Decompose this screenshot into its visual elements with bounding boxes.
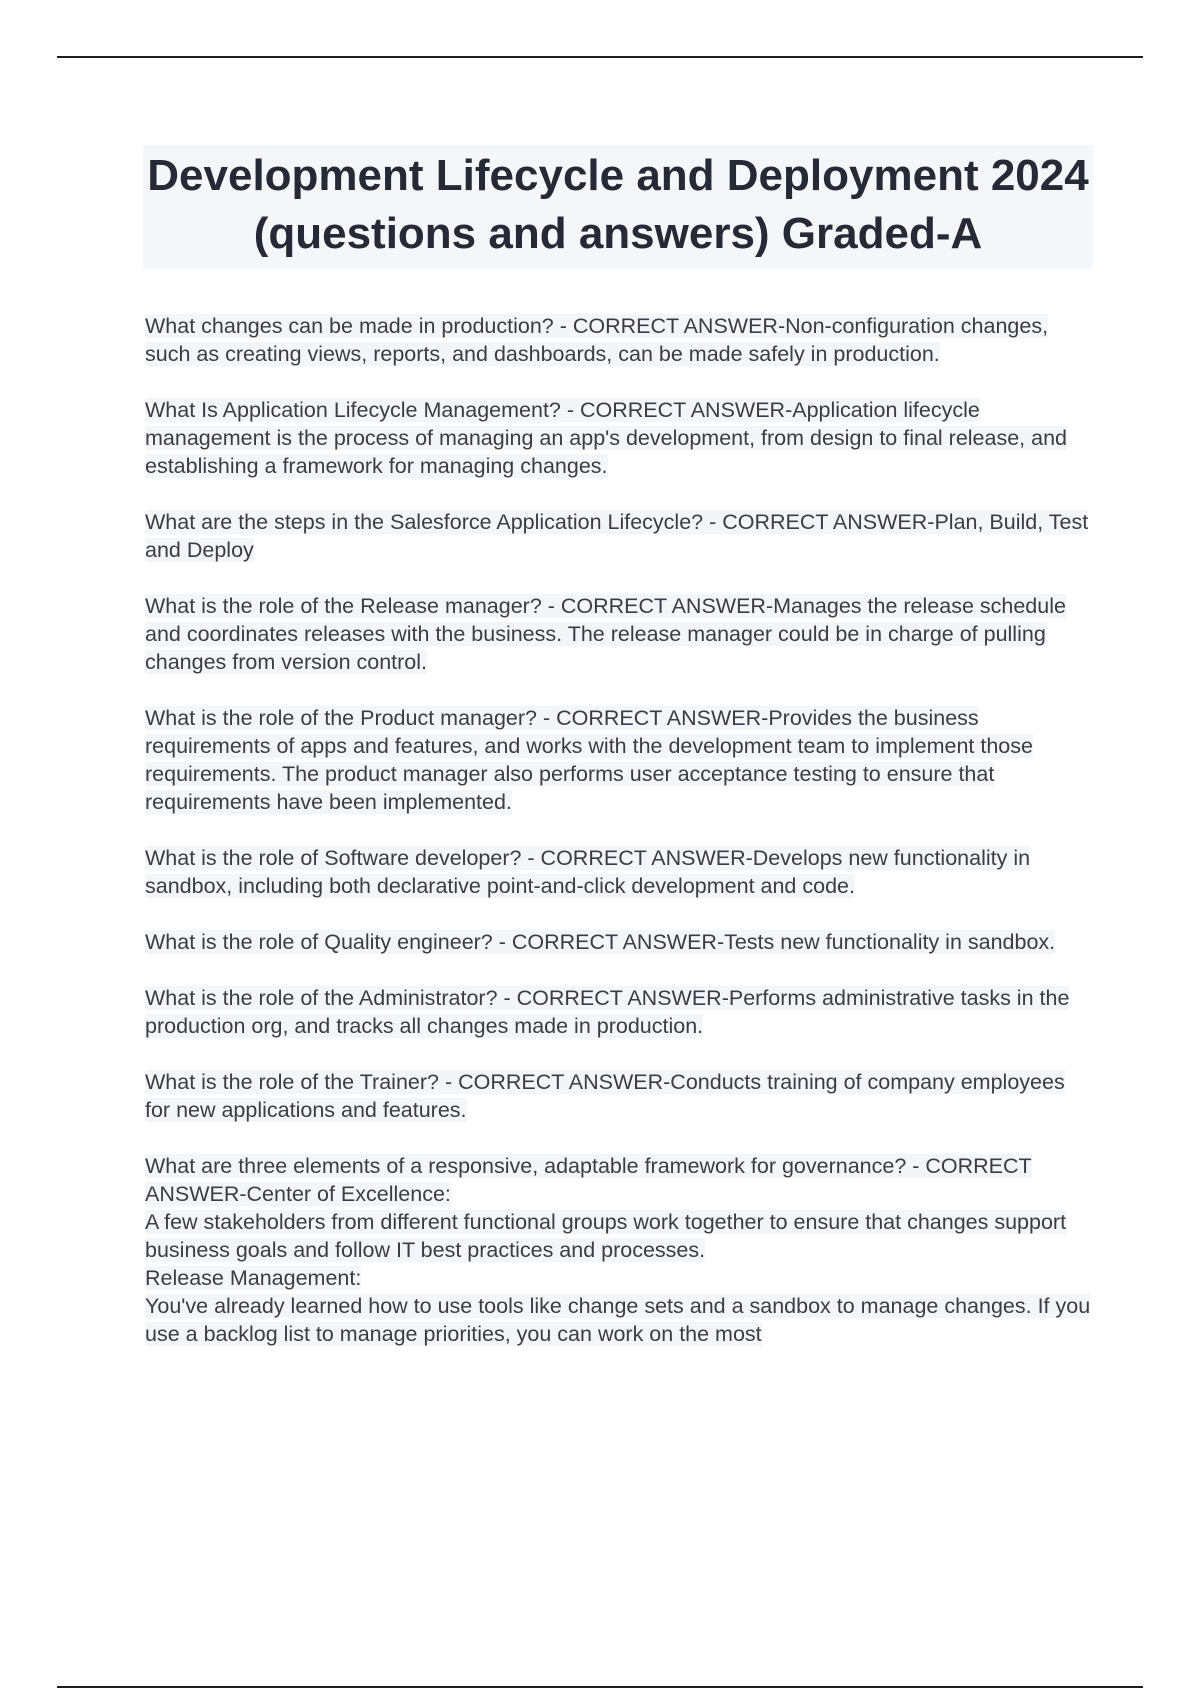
bottom-divider: [57, 1686, 1143, 1688]
qa-item-governance: [145, 1152, 1095, 1348]
qa-item-text: What is the role of the Trainer? - CORRECT ANSWER-Conducts training of company employees for new applications and features.: [145, 1070, 1065, 1122]
qa-item-text: What is the role of Quality engineer? - CORRECT ANSWER-Tests new functionality in sandbox.: [145, 930, 1056, 954]
governance-release-heading: Release Management:: [145, 1266, 362, 1290]
top-divider: [57, 56, 1143, 58]
qa-item: [145, 312, 1095, 368]
governance-question: What are three elements of a responsive, adaptable framework for governance? - CORRECT ANSWER-Center of Excellence:: [145, 1154, 1032, 1206]
qa-item: [145, 592, 1095, 676]
qa-item-text: What is the role of Software developer? - CORRECT ANSWER-Develops new functionality in sandbox, including both declarative point-and-click development and code.: [145, 846, 1031, 898]
qa-item: [145, 928, 1095, 956]
qa-list: [145, 312, 1095, 1376]
governance-release-description: You've already learned how to use tools like change sets and a sandbox to manage changes. If you use a backlog list to manage priorities, you can work on the most: [145, 1294, 1091, 1346]
qa-item-text: What are the steps in the Salesforce Application Lifecycle? - CORRECT ANSWER-Plan, Build, Test and Deploy: [145, 510, 1089, 562]
qa-item: [145, 984, 1095, 1040]
governance-coe-description: A few stakeholders from different functional groups work together to ensure that changes support business goals and follow IT best practices and processes.: [145, 1210, 1067, 1262]
qa-item: [145, 1068, 1095, 1124]
title-block: [143, 145, 1093, 269]
qa-item: [145, 844, 1095, 900]
qa-item-text: What is the role of the Administrator? - CORRECT ANSWER-Performs administrative tasks in the production org, and tracks all changes made in production.: [145, 986, 1070, 1038]
qa-item: [145, 704, 1095, 816]
qa-item: [145, 396, 1095, 480]
qa-item: [145, 508, 1095, 564]
document-title: Development Lifecycle and Deployment 2024 (questions and answers) Graded-A: [147, 151, 1089, 258]
qa-item-text: What changes can be made in production? - CORRECT ANSWER-Non-configuration changes, such as creating views, reports, and dashboards, can be made safely in production.: [145, 314, 1049, 366]
qa-item-text: What Is Application Lifecycle Management? - CORRECT ANSWER-Application lifecycle management is the process of managing an app's development, from design to final release, and establishing a framework for managing changes.: [145, 398, 1067, 478]
qa-item-text: What is the role of the Product manager? - CORRECT ANSWER-Provides the business requirements of apps and features, and works with the development team to implement those requirements. The product manager also performs user acceptance testing to ensure that requirements have been implemented.: [145, 706, 1033, 814]
qa-item-text: What is the role of the Release manager? - CORRECT ANSWER-Manages the release schedule and coordinates releases with the business. The release manager could be in charge of pulling changes from version control.: [145, 594, 1066, 674]
